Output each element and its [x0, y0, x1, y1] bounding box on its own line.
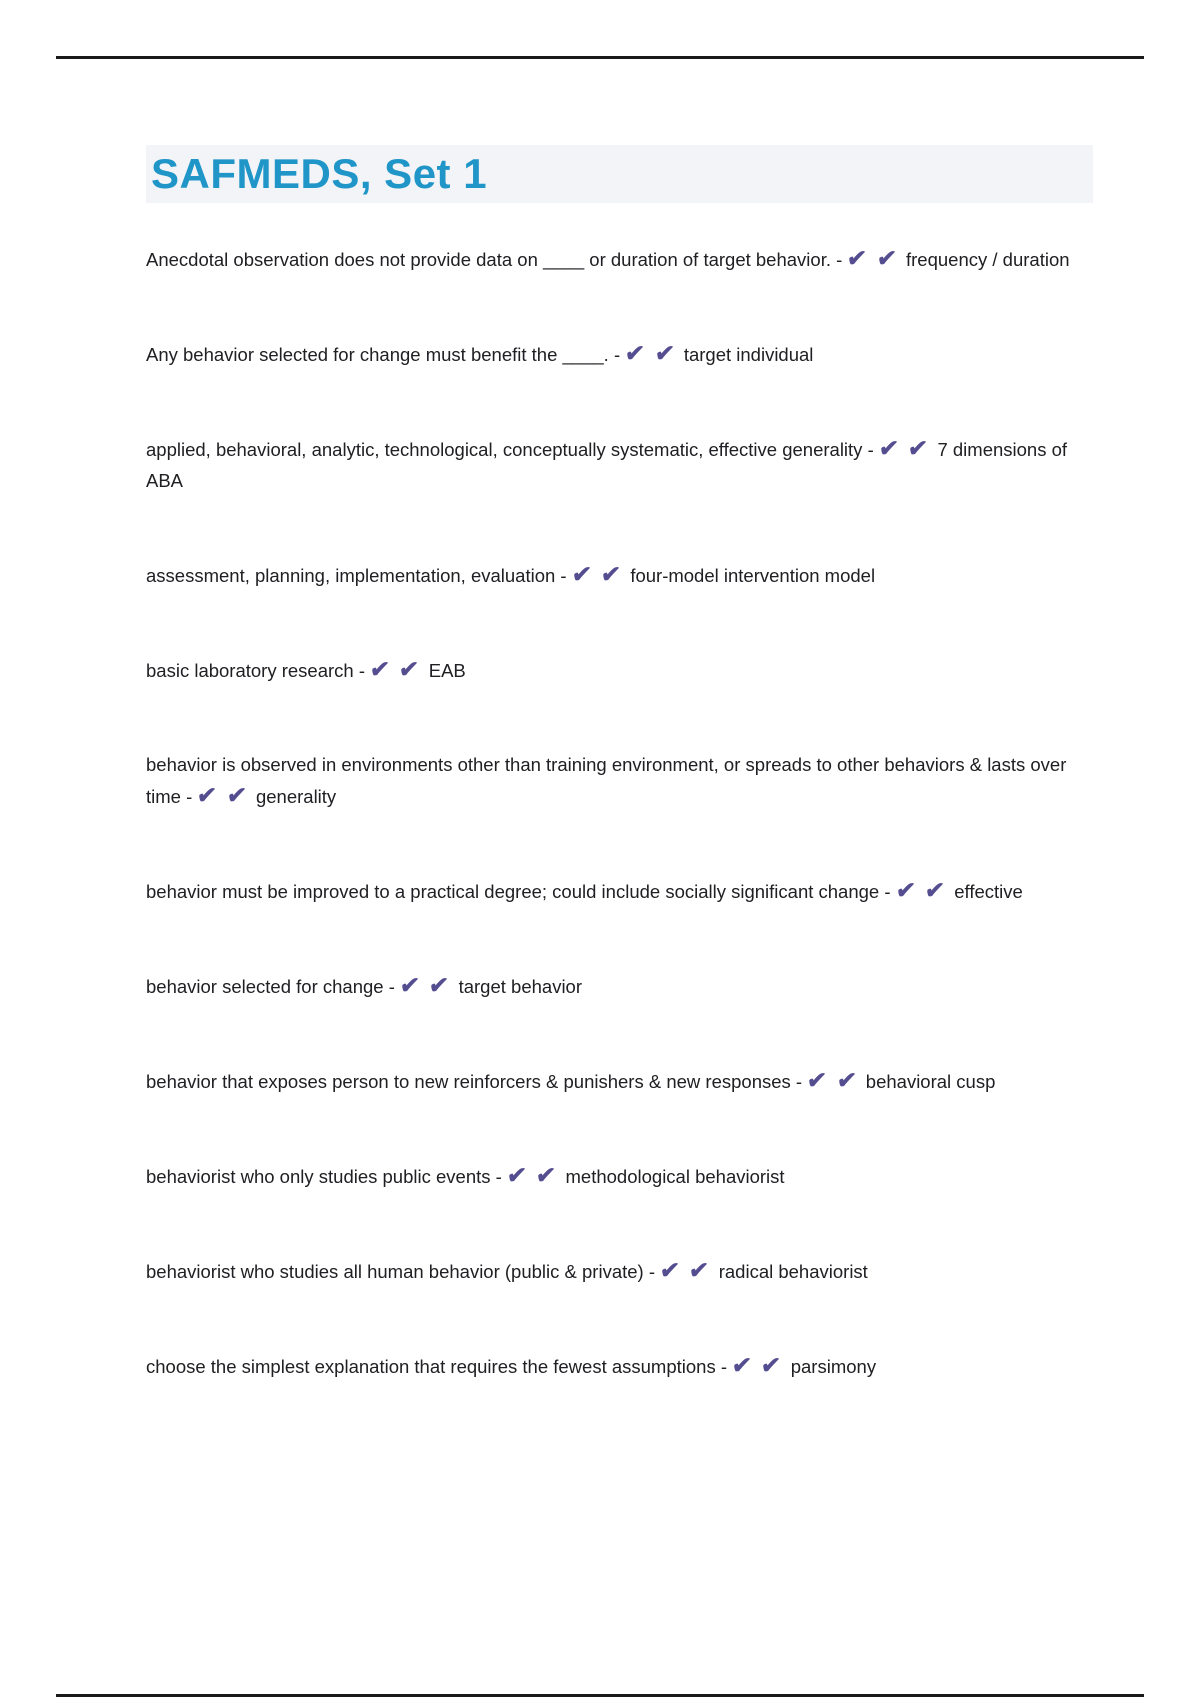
- checkmark-icon: ✔: [225, 782, 248, 808]
- flashcard-answer: target behavior: [458, 976, 583, 997]
- flashcard-answer: effective: [954, 881, 1023, 902]
- flashcard-question: applied, behavioral, analytic, technological, conceptually systematic, effective generality: [146, 439, 863, 460]
- question-answer-separator: -: [555, 565, 572, 586]
- flashcard-item: [146, 1350, 1093, 1382]
- flashcard-item: [146, 970, 1093, 1002]
- flashcard-answer: 7 dimensions of ABA: [146, 439, 1068, 491]
- question-answer-separator: -: [879, 881, 896, 902]
- checkmark-icon: ✔: [875, 245, 898, 271]
- flashcard-answer: radical behaviorist: [718, 1261, 868, 1282]
- checkmark-icon: ✔: [623, 340, 646, 366]
- flashcard-answer: behavioral cusp: [865, 1071, 996, 1092]
- flashcard-question: behavior must be improved to a practical degree; could include socially significant change: [146, 881, 880, 902]
- checkmark-icon: ✔: [505, 1162, 528, 1188]
- checkmark-icon: ✔: [427, 972, 451, 998]
- flashcard-item: [146, 654, 1093, 686]
- document-body: [146, 145, 1093, 1382]
- checkmark-icon: ✔: [730, 1352, 753, 1378]
- checkmark-icon: ✔: [760, 1352, 783, 1378]
- flashcard-question: basic laboratory research: [146, 660, 354, 681]
- question-answer-separator: -: [862, 439, 879, 460]
- flashcard-question: choose the simplest explanation that requires the fewest assumptions: [146, 1356, 716, 1377]
- question-answer-separator: -: [608, 344, 626, 365]
- checkmark-icon: ✔: [877, 435, 900, 461]
- checkmark-icon: ✔: [906, 435, 929, 461]
- title-band: [146, 145, 1093, 203]
- flashcard-item: [146, 433, 1093, 496]
- checkmark-icon: ✔: [368, 656, 391, 682]
- flashcard-item: [146, 243, 1093, 275]
- flashcard-question: behaviorist who studies all human behavior (public & private): [146, 1261, 644, 1282]
- checkmark-icon: ✔: [599, 561, 622, 587]
- flashcard-question: Anecdotal observation does not provide data on ____ or duration of target behavior.: [146, 249, 831, 270]
- flashcard-question: assessment, planning, implementation, evaluation: [146, 565, 556, 586]
- checkmark-icon: ✔: [398, 656, 421, 682]
- page-bottom-rule: [56, 1694, 1144, 1697]
- checkmark-icon: ✔: [196, 782, 219, 808]
- flashcard-question: behavior is observed in environments other than training environment, or spreads to other behaviors & lasts over time: [146, 754, 1067, 807]
- flashcard-question: behavior selected for change: [146, 976, 384, 997]
- question-answer-separator: -: [180, 786, 198, 807]
- flashcard-question: behaviorist who only studies public events: [146, 1166, 491, 1187]
- checkmark-icon: ✔: [805, 1067, 828, 1093]
- checkmark-icon: ✔: [653, 340, 676, 366]
- question-answer-separator: -: [830, 249, 848, 270]
- flashcard-item: [146, 1160, 1093, 1192]
- flashcard-answer: target individual: [683, 344, 814, 365]
- flashcard-answer: four-model intervention model: [630, 565, 876, 586]
- flashcard-answer: EAB: [428, 660, 466, 681]
- question-answer-separator: -: [353, 660, 371, 681]
- flashcard-item: [146, 875, 1093, 907]
- flashcard-answer: methodological behaviorist: [565, 1166, 785, 1187]
- flashcard-answer: generality: [255, 786, 337, 807]
- checkmark-icon: ✔: [846, 245, 869, 271]
- checkmark-icon: ✔: [923, 877, 946, 903]
- question-answer-separator: -: [383, 976, 401, 997]
- question-answer-separator: -: [643, 1261, 661, 1282]
- checkmark-icon: ✔: [570, 561, 593, 587]
- flashcard-item: [146, 1065, 1093, 1097]
- page-top-rule: [56, 56, 1144, 59]
- flashcard-item: [146, 749, 1093, 812]
- flashcard-question: Any behavior selected for change must benefit the ____.: [146, 344, 609, 365]
- checkmark-icon: ✔: [658, 1257, 681, 1283]
- flashcard-answer: parsimony: [790, 1356, 877, 1377]
- flashcard-item: [146, 338, 1093, 370]
- flashcard-question: behavior that exposes person to new reinforcers & punishers & new responses: [146, 1071, 791, 1092]
- question-answer-separator: -: [715, 1356, 733, 1377]
- checkmark-icon: ✔: [894, 877, 917, 903]
- flashcard-item: [146, 559, 1093, 591]
- page-title: SAFMEDS, Set 1: [151, 150, 488, 197]
- checkmark-icon: ✔: [688, 1257, 711, 1283]
- checkmark-icon: ✔: [534, 1162, 557, 1188]
- flashcard-item: [146, 1255, 1093, 1287]
- question-answer-separator: -: [490, 1166, 507, 1187]
- flashcard-list: [146, 243, 1093, 1382]
- question-answer-separator: -: [790, 1071, 808, 1092]
- checkmark-icon: ✔: [398, 972, 421, 998]
- checkmark-icon: ✔: [835, 1067, 858, 1093]
- flashcard-answer: frequency / duration: [906, 249, 1070, 270]
